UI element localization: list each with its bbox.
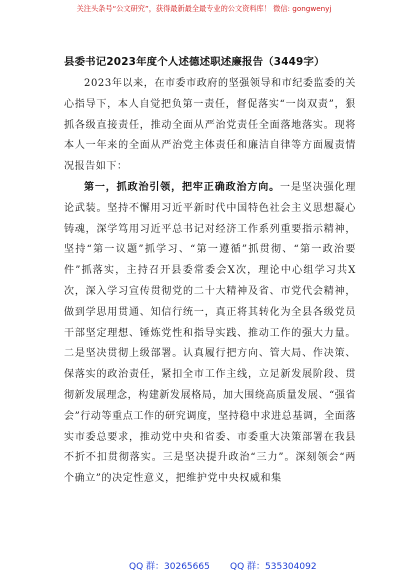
section-1-heading: 第一，抓政治引领，把牢正确政治方向。 — [84, 181, 281, 193]
qq-group-1: QQ 群：30265665 — [129, 562, 210, 572]
section-1-body: 一是坚决强化理论武装。坚持不懈用习近平新时代中国特色社会主义思想凝心铸魂，深学笃用习近平总书记对经济工作系列重要指示精神，坚持“第一议题”抓学习、“第一遵循”抓贯彻、“第一政治要件”抓落实，主持召开县委常委会X次，理论中心组学习共X次，深入学习宣传贯彻党的二十大精神及省、市党代会精神，做到学思用贯通、知信行统一，真正将其转化为全县各级党员干部坚定理想、锤炼党性和指导实践、推动工作的强大力量。二是坚决贯彻上级部署。认真履行把方向、管大局、作决策、保落实的政治责任，紧扣全市工作主线，立足新发展阶段、贯彻新发展理念，构建新发展格局，加大围绕高质量发展、“强省会”行动等重点工作的研究调度，坚持稳中求进总基调，全面落实市委总要求，推动党中央和省委、市委重大决策部署在我县不折不扣贯彻落实。三是坚决提升政治“三力”。深刻领会“两个确立”的决定性意义，把维护党中央权威和集 — [64, 181, 356, 485]
section-1-paragraph — [64, 178, 356, 490]
document-title: 县委书记2023年度个人述德述职述廉报告（3449字） — [64, 56, 325, 68]
intro-paragraph: 2023年以来，在市委市政府的坚强领导和市纪委监委的关心指导下，本人自觉把负第一责任，督促落实“一岗双责”，狠抓各级直接责任，推动全面从严治党责任全面落地落实。现将本人一年来的全面从严治党主体责任和廉洁自律等方面履责情况报告如下： — [64, 78, 356, 173]
top-banner: 关注头条号“公文研究”，获得最新最全最专业的公文资料库！ 微信: gongwenyj — [76, 4, 332, 13]
qq-group-2: QQ 群：535304092 — [230, 562, 317, 572]
document-body — [64, 53, 356, 490]
